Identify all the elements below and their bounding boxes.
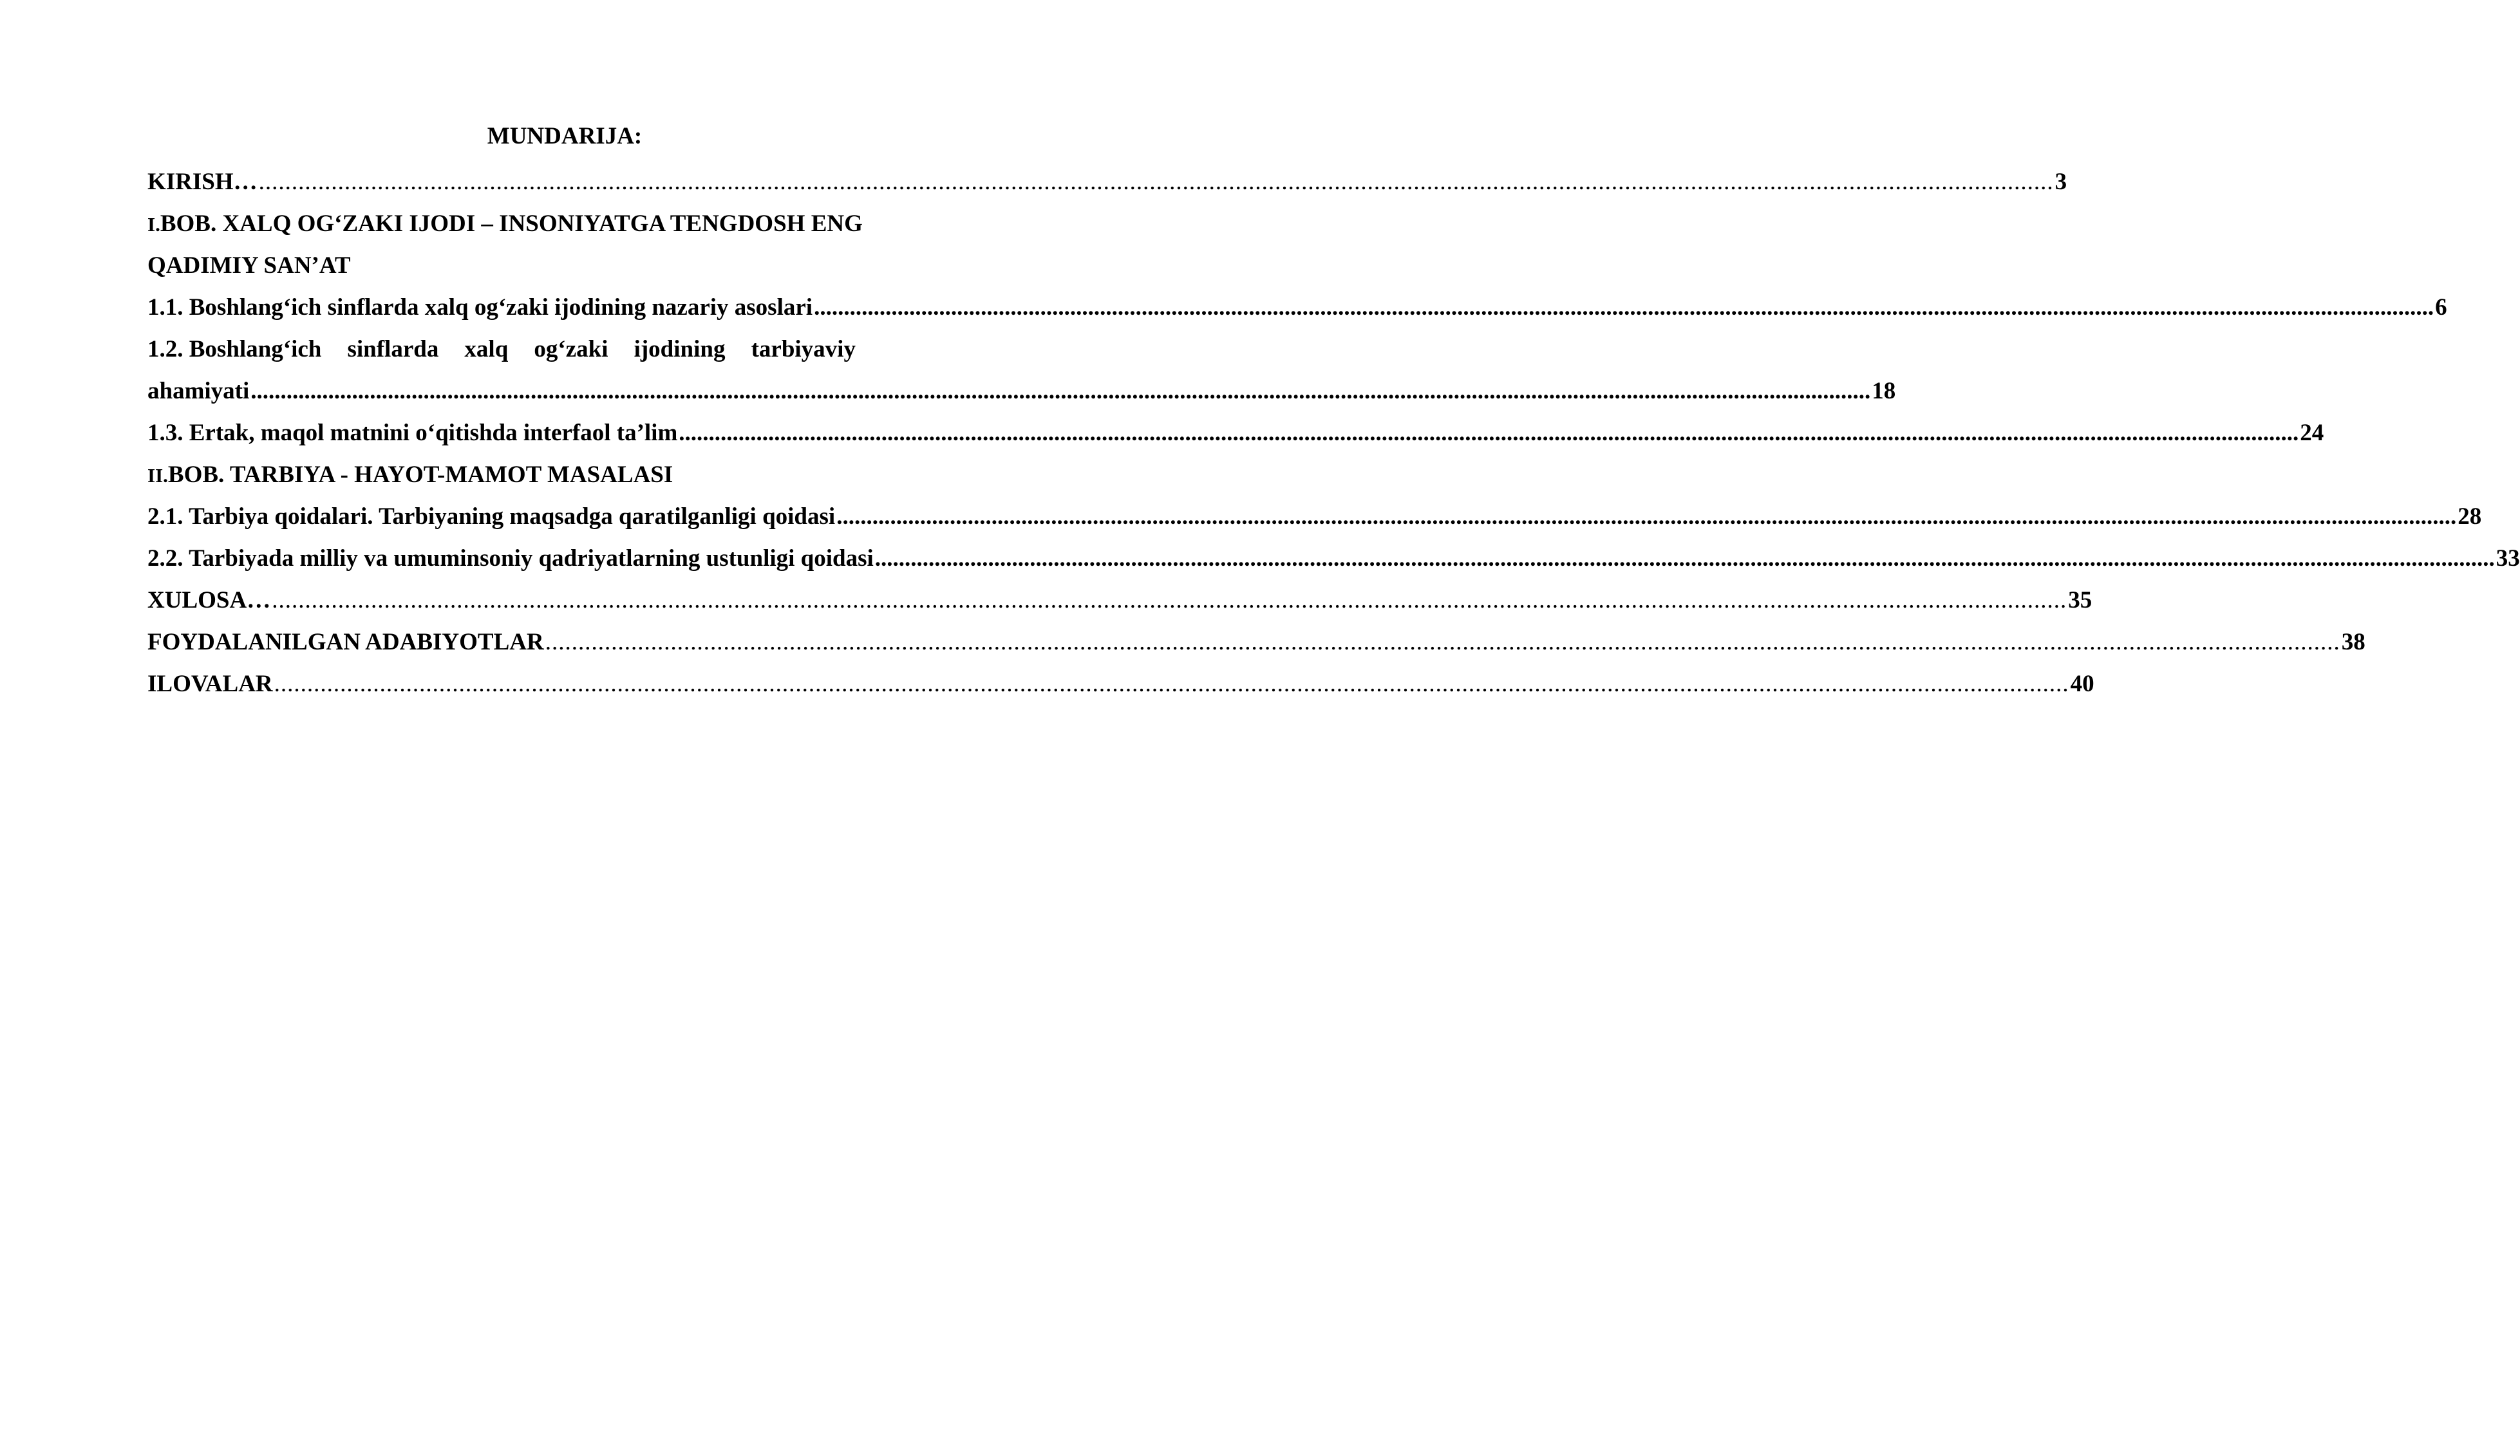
toc-page-number: 6 bbox=[2435, 294, 2447, 321]
toc-page-number: 33 bbox=[2496, 545, 2520, 572]
toc-entry-2-1 bbox=[147, 496, 2482, 537]
toc-word: xalq bbox=[464, 336, 509, 362]
toc-page-number: 28 bbox=[2458, 503, 2482, 530]
toc-entry-1-2-cont bbox=[147, 370, 1896, 412]
toc-entry-text: 2.1. Tarbiya qoidalari. Tarbiyaning maqsadga qaratilganligi qoidasi bbox=[147, 503, 836, 530]
toc-entry-xulosa bbox=[147, 579, 2092, 621]
toc-leader: ................................................................................................................................................................................................................................................................................ bbox=[250, 378, 1871, 404]
toc-entry-text: KIRISH… bbox=[147, 169, 258, 195]
toc-entry-text: ILOVALAR bbox=[147, 671, 273, 697]
toc-chapter-numeral: II. bbox=[147, 464, 168, 487]
toc-entry-adabiyotlar bbox=[147, 621, 2365, 663]
toc-entry-text: 1.3. Ertak, maqol matnini o‘qitishda interfaol ta’lim bbox=[147, 420, 678, 446]
toc-leader: ................................................................................................................................................................................................................................................................................ bbox=[679, 420, 2299, 446]
toc-leader: ................................................................................................................................................................................................................................................................................ bbox=[836, 503, 2457, 530]
toc-page-number: 38 bbox=[2341, 629, 2365, 655]
toc-title: MUNDARIJA: bbox=[487, 123, 643, 149]
toc-word: og‘zaki bbox=[534, 336, 608, 362]
document-page bbox=[147, 120, 2520, 705]
toc-page-number: 40 bbox=[2070, 671, 2094, 697]
toc-leader: ................................................................................................................................................................................................................................................................................ bbox=[814, 294, 2434, 321]
toc-word: sinflarda bbox=[347, 336, 439, 362]
toc-leader: ................................................................................................................................................................................................................................................................................ bbox=[545, 629, 2340, 655]
toc-entry-kirish bbox=[147, 161, 2067, 203]
toc-chapter-1-heading bbox=[147, 203, 951, 245]
toc-page-number: 24 bbox=[2300, 420, 2324, 446]
toc-page-number: 18 bbox=[1872, 378, 1896, 404]
toc-entry-ilovalar bbox=[147, 663, 2094, 705]
toc-entry-text: BOB. XALQ OG‘ZAKI IJODI – INSONIYATGA TENGDOSH ENG bbox=[160, 210, 863, 237]
toc-word: 1.2. Boshlang‘ich bbox=[147, 336, 322, 362]
toc-entry-justified-text bbox=[147, 328, 856, 370]
toc-entry-1-1 bbox=[147, 286, 2447, 328]
toc-leader: ................................................................................................................................................................................................................................................................................ bbox=[274, 671, 2069, 697]
toc-page-number: 3 bbox=[2055, 169, 2067, 195]
toc-entry-text: FOYDALANILGAN ADABIYOTLAR bbox=[147, 629, 544, 655]
toc-chapter-numeral: I. bbox=[147, 213, 160, 236]
toc-entry-text: XULOSA… bbox=[147, 587, 271, 613]
toc-word: ijodining bbox=[634, 336, 726, 362]
toc-entry-text: 2.2. Tarbiyada milliy va umuminsoniy qadriyatlarning ustunligi qoidasi bbox=[147, 545, 874, 572]
toc-leader: ................................................................................................................................................................................................................................................................................ bbox=[258, 169, 2054, 195]
toc-entry-text: BOB. TARBIYA - HAYOT-MAMOT MASALASI bbox=[167, 462, 673, 488]
toc-leader: ................................................................................................................................................................................................................................................................................ bbox=[272, 587, 2067, 613]
toc-chapter-2-heading bbox=[147, 454, 951, 496]
toc-chapter-1-heading-cont bbox=[147, 245, 951, 286]
toc-word: tarbiyaviy bbox=[751, 336, 856, 362]
toc-entry-2-2 bbox=[147, 537, 2520, 579]
toc-entry-text: ahamiyati bbox=[147, 378, 250, 404]
toc-leader: ................................................................................................................................................................................................................................................................................ bbox=[874, 545, 2495, 572]
toc-entry-text: QADIMIY SAN’AT bbox=[147, 252, 351, 279]
toc-entry-1-2 bbox=[147, 328, 951, 370]
toc-entry-1-3 bbox=[147, 412, 2324, 454]
toc-entry-text: 1.1. Boshlang‘ich sinflarda xalq og‘zaki ijodining nazariy asoslari bbox=[147, 294, 813, 321]
toc-page-number: 35 bbox=[2068, 587, 2092, 613]
